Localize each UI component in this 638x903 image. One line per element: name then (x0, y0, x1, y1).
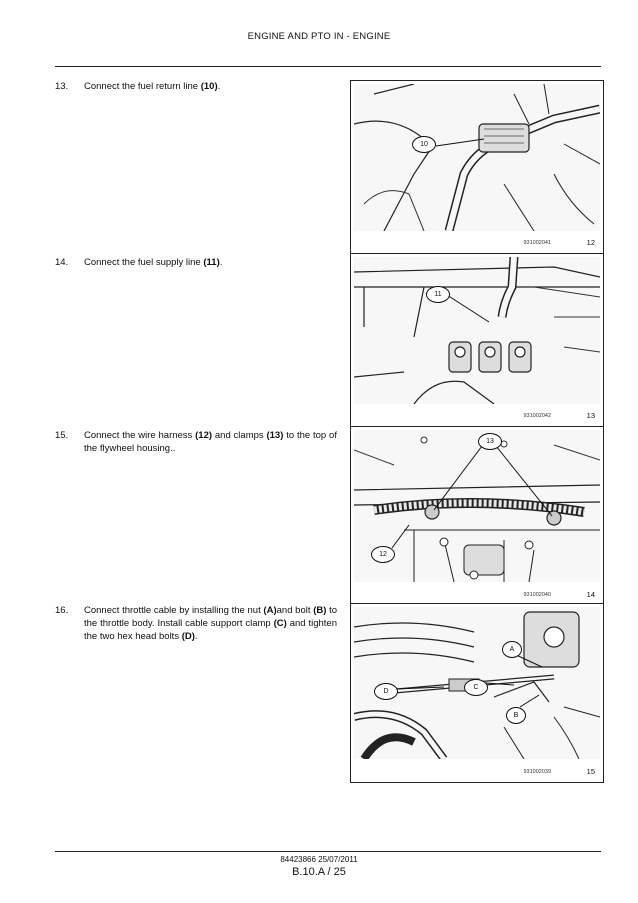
step-text-part: Connect the wire harness (84, 430, 196, 441)
fuel-supply-line-illustration (354, 257, 600, 404)
figure-14 (350, 426, 604, 606)
callout-reference: (13) (266, 430, 284, 441)
figure-number: 15 (586, 767, 595, 776)
step-number: 16. (55, 605, 69, 616)
figure-number: 13 (586, 411, 595, 420)
step-text-part: to the top of the flywheel housing.. (84, 430, 337, 454)
wire-harness-illustration (354, 430, 600, 582)
callout-10: 10 (412, 136, 436, 153)
step-text-part: Connect throttle cable by installing the nut (84, 605, 264, 616)
callout-a: A (502, 641, 522, 658)
callout-reference: (10) (200, 81, 218, 92)
footer-rule (55, 851, 601, 852)
callout-reference: (B) (313, 605, 327, 616)
callout-c: C (464, 679, 488, 696)
step-text (84, 80, 337, 93)
step-number: 13. (55, 81, 69, 92)
figure-code: 931002039 (523, 769, 551, 775)
callout-reference: (C) (273, 618, 287, 629)
step-text-part: Connect the fuel return line (84, 81, 201, 92)
throttle-cable-illustration (354, 607, 600, 759)
step-text (84, 256, 337, 269)
figure-number: 12 (586, 238, 595, 247)
callout-13: 13 (478, 433, 502, 450)
step-text-part: Connect the fuel supply line (84, 257, 204, 268)
step-text-part: . (194, 631, 198, 642)
callout-reference: (12) (195, 430, 213, 441)
figure-code: 931002040 (523, 592, 551, 598)
document-reference: 84423866 25/07/2011 (280, 855, 358, 864)
header-rule (55, 66, 601, 67)
step-number: 14. (55, 257, 69, 268)
callout-12: 12 (371, 546, 395, 563)
callout-d: D (374, 683, 398, 700)
step-text-part: . (217, 81, 221, 92)
step-16 (55, 604, 337, 643)
step-text-part: . (219, 257, 223, 268)
callout-reference: (D) (181, 631, 195, 642)
step-text-part: and tighten the two hex head bolts (84, 618, 337, 642)
step-text-part: and bolt (276, 605, 314, 616)
step-text-part: and clamps (212, 430, 267, 441)
fuel-return-line-illustration (354, 84, 600, 231)
callout-11: 11 (426, 286, 450, 303)
callout-b: B (506, 707, 526, 724)
step-number: 15. (55, 430, 69, 441)
step-text-part: to the throttle body. Install cable support clamp (84, 605, 338, 629)
callout-reference: (A) (263, 605, 277, 616)
step-13 (55, 80, 337, 93)
step-15 (55, 429, 337, 455)
figure-number: 14 (586, 590, 595, 599)
figure-code: 931002041 (523, 240, 551, 246)
figure-15 (350, 603, 604, 783)
step-text (84, 429, 337, 455)
step-14 (55, 256, 337, 269)
figure-13 (350, 253, 604, 427)
figure-code: 931002042 (523, 413, 551, 419)
step-text (84, 604, 337, 643)
page-number: B.10.A / 25 (292, 866, 346, 878)
page-header: ENGINE AND PTO IN - ENGINE (247, 31, 391, 42)
callout-reference: (11) (203, 257, 220, 268)
figure-12 (350, 80, 604, 254)
